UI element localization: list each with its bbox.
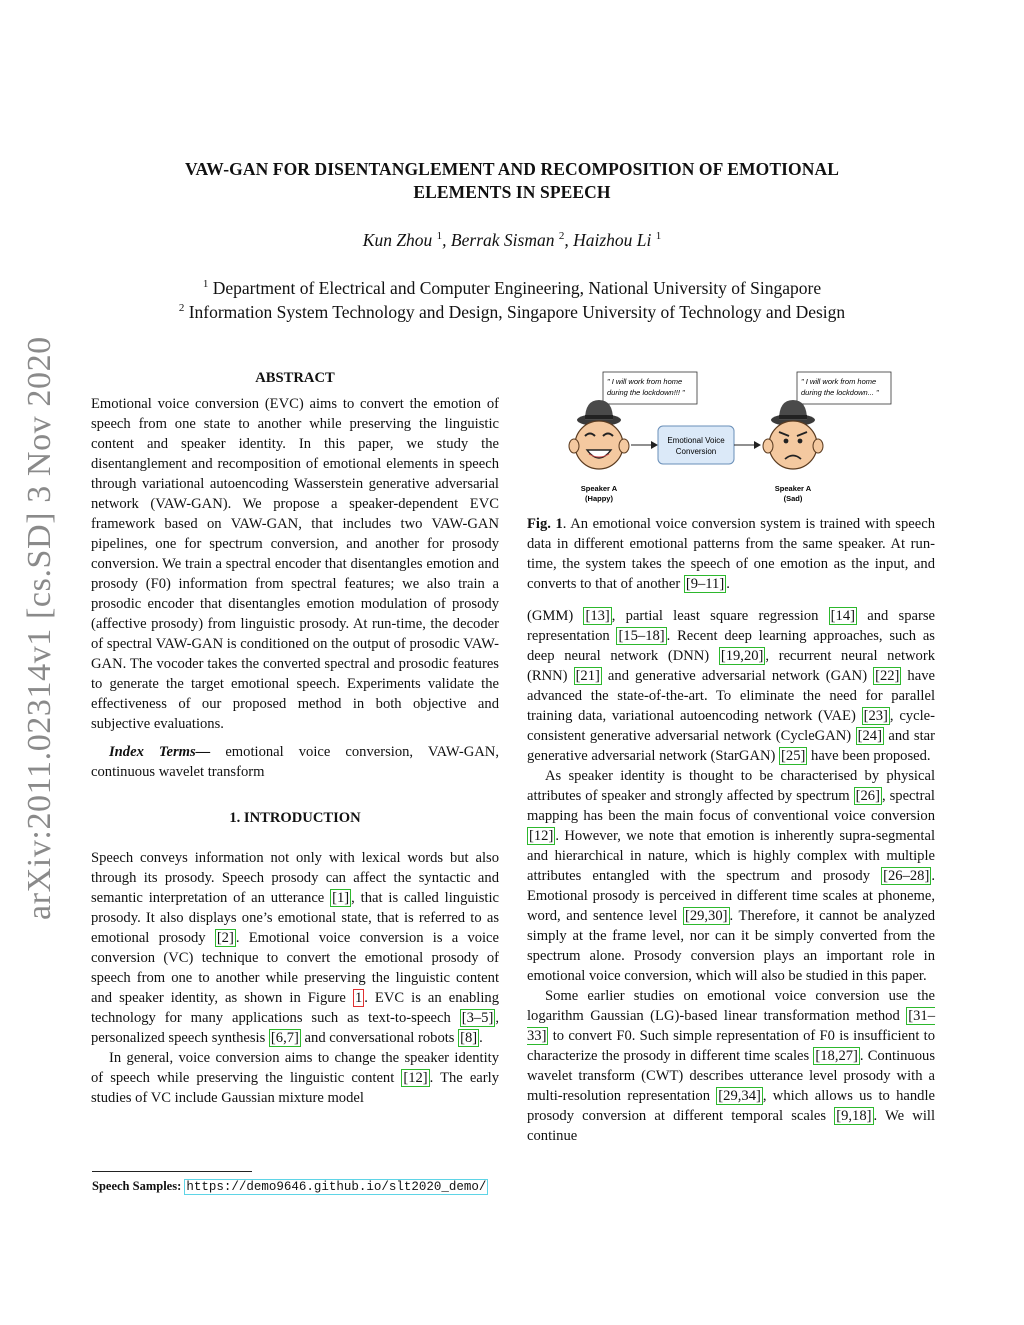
text-run: , recurrent neural network (RNN) [527,648,935,684]
text-run: In general, voice conversion aims to change the speaker identity of speech while preserving the linguistic content [91,1050,499,1086]
text-run: , which allows us to handle prosody conversion at different temporal scales [527,1088,935,1124]
affiliation-2 [60,302,964,323]
text-run: and sparse representation [527,608,935,644]
citation-link[interactable]: [15–18] [618,628,665,644]
text-run: . An emotional voice conversion system is trained with speech data in different emotional patterns from the same speaker. At run-time, the system takes the speech of one emotion as the input, and converts to that of another [527,516,935,592]
citation-link[interactable]: [18,27] [815,1048,858,1064]
right-column [527,514,935,1146]
author-separator: , [564,230,574,250]
author-affiliation-mark: 1 [436,230,443,242]
text-run: have been proposed. [807,748,931,764]
speaker-left-label: Speaker A [580,484,618,493]
text-run: . Therefore, it cannot be analyzed simply at the frame level, nor can it be simply converted from the spectrum alone. Prosody conversion plays an important role in emotional voice conversion, which will also be studied in this paper. [527,908,936,984]
speaker-right-emotion: (Sad) [783,494,803,503]
citation-link[interactable]: [26–28] [883,868,930,884]
author-name: Haizhou Li [573,230,652,250]
text-run: and generative adversarial network (GAN) [601,668,874,684]
abstract-text: Emotional voice conversion (EVC) aims to convert the emotion of speech from one state to another while preserving the linguistic content and speaker identity. In this paper, we study the disentanglement and recomposition of emotional elements in speech through variational autoencoding Wasserstein generative adversarial network (VAW-GAN). We propose a speaker-dependent EVC framework based on VAW-GAN, that includes two VAW-GAN pipelines, one for spectrum conversion, and another for prosody conversion. We train a spectral encoder that disentangles emotion and prosody (F0) information from spectral features; we also train a prosodic encoder that disentangles emotion modulation of prosody (affective prosody) from linguistic prosody. At run-time, the decoder of spectral VAW-GAN is conditioned on the output of prosodic VAW-GAN. The vocoder takes the converted spectral and prosodic features to generate the target emotional speech. Experiments validate the effectiveness of our proposed method in both objective and subjective evaluations. [91,396,499,732]
box-line2: Conversion [675,447,717,456]
happy-speaker-icon [569,400,629,469]
arxiv-sidebar: arXiv:2011.02314v1 [cs.SD] 3 Nov 2020 [21,336,58,920]
index-terms-label: Index Terms— [109,744,211,760]
speaker-right-label: Speaker A [774,484,812,493]
text-run: . [726,576,730,592]
conversion-box [658,426,734,464]
citation-link[interactable]: [21] [575,668,600,684]
text-run: , that is called linguistic prosody. It also displays one’s emotional state, that is referred to as emotional prosody [91,890,499,946]
author-affiliation-mark: 2 [558,230,565,242]
bubble-left-line1: " I will work from home [607,377,683,386]
right-paragraph-2 [527,766,935,986]
figure-caption-label: Fig. 1 [527,516,563,532]
citation-link[interactable]: [31–33] [527,1008,935,1044]
figure-1-diagram [527,360,937,510]
citation-link[interactable]: [26] [855,788,880,804]
demo-url-link[interactable]: https://demo9646.github.io/slt2020_demo/ [186,1180,487,1194]
speech-bubble-left [597,372,697,412]
affiliation-text: Information System Technology and Design, Singapore University of Technology and Design [188,302,846,322]
bubble-right-line1: " I will work from home [801,377,877,386]
text-run: , cycle-consistent generative adversarial network (CycleGAN) [527,708,935,744]
author-name: Kun Zhou [362,230,433,250]
paper-title [100,158,924,204]
citation-link[interactable]: [12] [403,1070,428,1086]
citation-link[interactable]: [6,7] [270,1030,299,1046]
bubble-left-line2: during the lockdown!!! " [607,388,685,397]
right-paragraph-3 [527,986,935,1146]
abstract-heading: ABSTRACT [255,370,335,386]
footnote-label: Speech Samples: [92,1179,185,1193]
title-line-1: VAW-GAN FOR DISENTANGLEMENT AND RECOMPOSITION OF EMOTIONAL [184,159,840,179]
box-line1: Emotional Voice [667,436,725,445]
figure-1 [527,360,937,510]
index-terms-text: emotional voice conversion, VAW-GAN, continuous wavelet transform [91,744,499,780]
citation-link[interactable]: [9–11] [685,576,725,592]
affiliation-text: Department of Electrical and Computer Engineering, National University of Singapore [212,278,822,298]
citation-link[interactable]: [29,30] [684,908,728,924]
text-run: As speaker identity is thought to be characterised by physical attributes of speaker and strongly affected by spectrum [527,768,935,804]
text-run: to convert F0. Such simple representation of F0 is insufficient to characterize the prosody in different time scales [527,1028,935,1064]
title-line-2: ELEMENTS IN SPEECH [413,182,611,202]
text-run: . However, we note that emotion is inherently supra-segmental and hierarchical in nature, which is highly complex with multiple attributes entangled with the spectrum and prosody [527,828,935,884]
right-paragraph-1 [527,606,935,766]
author-separator: , [442,230,451,250]
citation-link[interactable]: [14] [830,608,855,624]
text-run: , partial least square regression [611,608,829,624]
author-list [100,230,924,251]
intro-heading: 1. INTRODUCTION [229,810,361,826]
text-run: . Continuous wavelet transform (CWT) describes utterance level prosody with a multi-resolution representation [527,1048,936,1104]
text-run: and conversational robots [300,1030,459,1046]
citation-link[interactable]: [9,18] [836,1108,872,1124]
bubble-right-line2: during the lockdown... " [801,388,879,397]
text-run: Some earlier studies on emotional voice conversion use the logarithm Gaussian (LG)-based linear transformation method [527,988,935,1024]
affiliation-mark: 1 [202,278,209,290]
citation-link[interactable]: [29,34] [718,1088,761,1104]
citation-link[interactable]: [1] [332,890,350,906]
text-run: , spectral mapping has been the main focus of conventional voice conversion [527,788,935,824]
text-run: (GMM) [527,608,584,624]
affiliation-1 [60,278,964,299]
text-run: , personalized speech synthesis [91,1010,499,1046]
citation-link[interactable]: [3–5] [461,1010,494,1026]
citation-link[interactable]: [12] [529,828,554,844]
intro-paragraph-2 [91,1048,499,1108]
text-run: . The early studies of VC include Gaussian mixture model [91,1070,499,1106]
speaker-left-emotion: (Happy) [585,494,613,503]
intro-paragraph-1 [91,848,499,1048]
citation-link[interactable]: [24] [857,728,882,744]
text-run: . We will continue [527,1108,936,1144]
text-run: . Emotional prosody is perceived in different time scales at phoneme, word, and sentence level [527,868,935,924]
figure-ref-link[interactable]: 1 [354,990,363,1006]
figure-caption [527,514,935,594]
footnote [92,1178,502,1196]
text-run: . Recent deep learning approaches, such as deep neural network (DNN) [527,628,935,664]
conversion-flow [631,426,761,464]
citation-link[interactable]: [19,20] [720,648,764,664]
text-run: Speech conveys information not only with lexical words but also through its prosody. Speech prosody can affect the syntactic and semantic interpretation of an utterance [91,850,499,906]
text-run: . EVC is an enabling technology for many applications such as text-to-speech [91,990,499,1026]
citation-link[interactable]: [2] [216,930,234,946]
author-affiliation-mark: 1 [655,230,662,242]
citation-link[interactable]: [25] [781,748,806,764]
citation-link[interactable]: [23] [863,708,888,724]
footnote-rule [92,1171,252,1172]
text-run: have advanced the state-of-the-art. To eliminate the need for parallel training data, variational autoencoding network (VAE) [527,668,935,724]
text-run: and star generative adversarial network (StarGAN) [527,728,935,764]
text-run: . [479,1030,483,1046]
citation-link[interactable]: [13] [585,608,610,624]
left-column [91,368,499,1108]
citation-link[interactable]: [8] [460,1030,478,1046]
text-run: . Emotional voice conversion is a voice conversion (VC) technique to convert the emotional prosody of speech from one to another while preserving the linguistic content and speaker identity, as shown in Figure [91,930,499,1006]
affiliation-mark: 2 [178,302,185,314]
speech-bubble-right [791,372,891,412]
index-terms [91,742,499,782]
sad-speaker-icon [763,400,823,469]
citation-link[interactable]: [22] [875,668,900,684]
author-name: Berrak Sisman [450,230,555,250]
